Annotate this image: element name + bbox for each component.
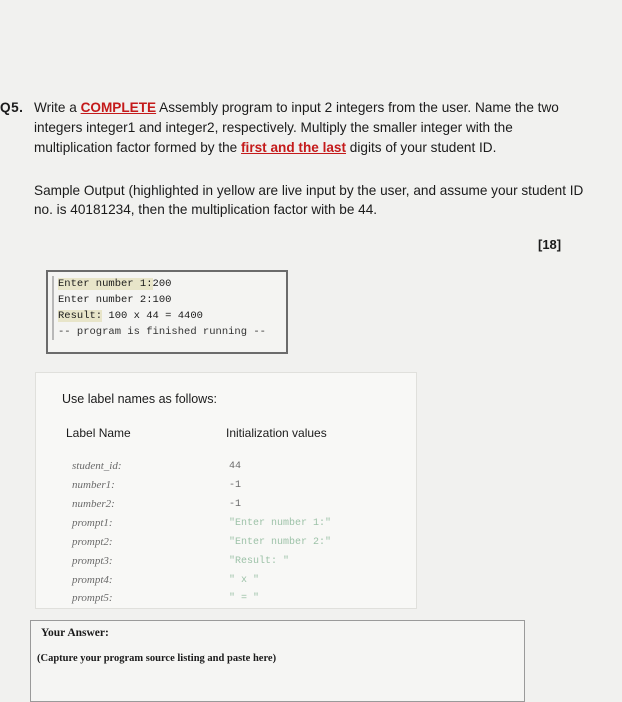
console-line-4: -- program is finished running -- bbox=[52, 324, 286, 340]
question-block bbox=[0, 98, 600, 157]
question-text: digits of your student ID. bbox=[346, 140, 497, 155]
console-line-2 bbox=[52, 292, 286, 308]
question-line-1 bbox=[0, 98, 600, 117]
first-last-emphasis: first and the last bbox=[241, 140, 347, 155]
init-values-header: Initialization values bbox=[226, 426, 327, 440]
marks-label: [18] bbox=[538, 237, 562, 252]
label-name: prompt5: bbox=[72, 592, 113, 604]
label-name: prompt1: bbox=[72, 517, 113, 529]
label-value: 44 bbox=[229, 461, 242, 472]
question-text: Write a bbox=[34, 100, 81, 115]
answer-title: Your Answer: bbox=[41, 627, 109, 639]
question-line-3 bbox=[0, 138, 600, 157]
console-prompt-1: Enter number 1: bbox=[58, 278, 153, 290]
label-value: -1 bbox=[229, 480, 242, 491]
console-prompt-2: Enter number 2: bbox=[58, 294, 153, 306]
question-text: multiplication factor formed by the bbox=[34, 140, 242, 155]
label-value: "Enter number 2:" bbox=[229, 537, 332, 548]
sample-output-description bbox=[34, 181, 583, 219]
console-line-3 bbox=[52, 308, 286, 324]
answer-instruction: (Capture your program source listing and paste here) bbox=[37, 653, 277, 664]
label-name: prompt3: bbox=[72, 555, 113, 567]
console-result-label: Result: bbox=[58, 310, 103, 322]
label-name: student_id: bbox=[72, 460, 122, 472]
label-name: number2: bbox=[72, 498, 115, 510]
sample-line-2: no. is 40181234, then the multiplication factor with be 44. bbox=[34, 202, 378, 217]
console-input-1: 200 bbox=[152, 278, 172, 290]
question-text: integers integer1 and integer2, respectively. Multiply the smaller integer with the bbox=[34, 120, 513, 135]
question-text: Assembly program to input 2 integers from the user. Name the two bbox=[156, 100, 559, 115]
complete-emphasis: COMPLETE bbox=[80, 100, 157, 115]
label-name: prompt4: bbox=[72, 574, 113, 586]
label-intro: Use label names as follows: bbox=[62, 392, 217, 406]
console-output bbox=[46, 270, 288, 354]
question-number: Q5. bbox=[0, 100, 24, 115]
label-value: " = " bbox=[229, 593, 260, 604]
console-result-expr: 100 x 44 = 4400 bbox=[102, 310, 203, 322]
console-input-2: 100 bbox=[152, 294, 172, 306]
answer-box[interactable] bbox=[30, 620, 525, 702]
label-name: number1: bbox=[72, 479, 115, 491]
sample-line-1: Sample Output (highlighted in yellow are live input by the user, and assume your student ID bbox=[34, 183, 584, 198]
console-line-1 bbox=[52, 276, 286, 292]
label-value: "Enter number 1:" bbox=[229, 518, 332, 529]
label-value: -1 bbox=[229, 499, 242, 510]
label-value: " x " bbox=[229, 575, 260, 586]
label-value: "Result: " bbox=[229, 556, 290, 567]
label-name: prompt2: bbox=[72, 536, 113, 548]
label-name-header: Label Name bbox=[66, 426, 131, 440]
question-line-2 bbox=[0, 118, 600, 137]
